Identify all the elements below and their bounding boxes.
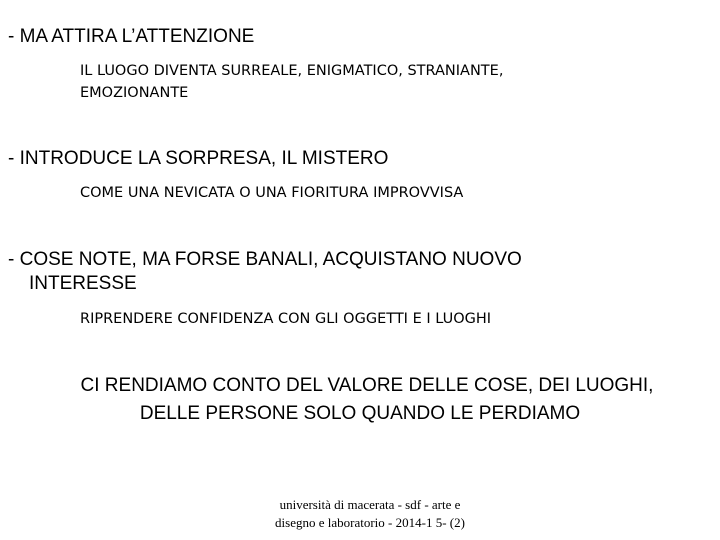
heading-line: - COSE NOTE, MA FORSE BANALI, ACQUISTANO NUOVO <box>8 249 522 270</box>
footer-line: disegno e laboratorio - 2014-1 5- (2) <box>275 515 465 530</box>
heading-ma-attira <box>8 25 254 49</box>
footer-line: università di macerata - sdf - arte e <box>279 497 461 512</box>
detail-introduce-sorpresa <box>80 182 463 204</box>
conclusion <box>0 372 720 428</box>
conclusion-line: CI RENDIAMO CONTO DEL VALORE DELLE COSE, DEI LUOGHI, <box>80 375 654 396</box>
heading-text: - MA ATTIRA L’ATTENZIONE <box>8 26 255 47</box>
detail-line: EMOZIONANTE <box>80 85 189 101</box>
detail-line: RIPRENDERE CONFIDENZA CON GLI OGGETTI E I LUOGHI <box>80 311 492 327</box>
detail-ma-attira <box>80 60 503 104</box>
heading-cose-note <box>8 248 522 296</box>
detail-line: COME UNA NEVICATA O UNA FIORITURA IMPROVVISA <box>80 185 464 201</box>
detail-line: IL LUOGO DIVENTA SURREALE, ENIGMATICO, STRANIANTE, <box>80 63 504 79</box>
heading-text: - INTRODUCE LA SORPRESA, IL MISTERO <box>8 148 389 169</box>
detail-cose-note <box>80 308 491 330</box>
heading-introduce-sorpresa <box>8 147 388 171</box>
footer <box>220 496 520 532</box>
heading-line: INTERESSE <box>29 273 137 294</box>
conclusion-line: DELLE PERSONE SOLO QUANDO LE PERDIAMO <box>139 403 581 424</box>
